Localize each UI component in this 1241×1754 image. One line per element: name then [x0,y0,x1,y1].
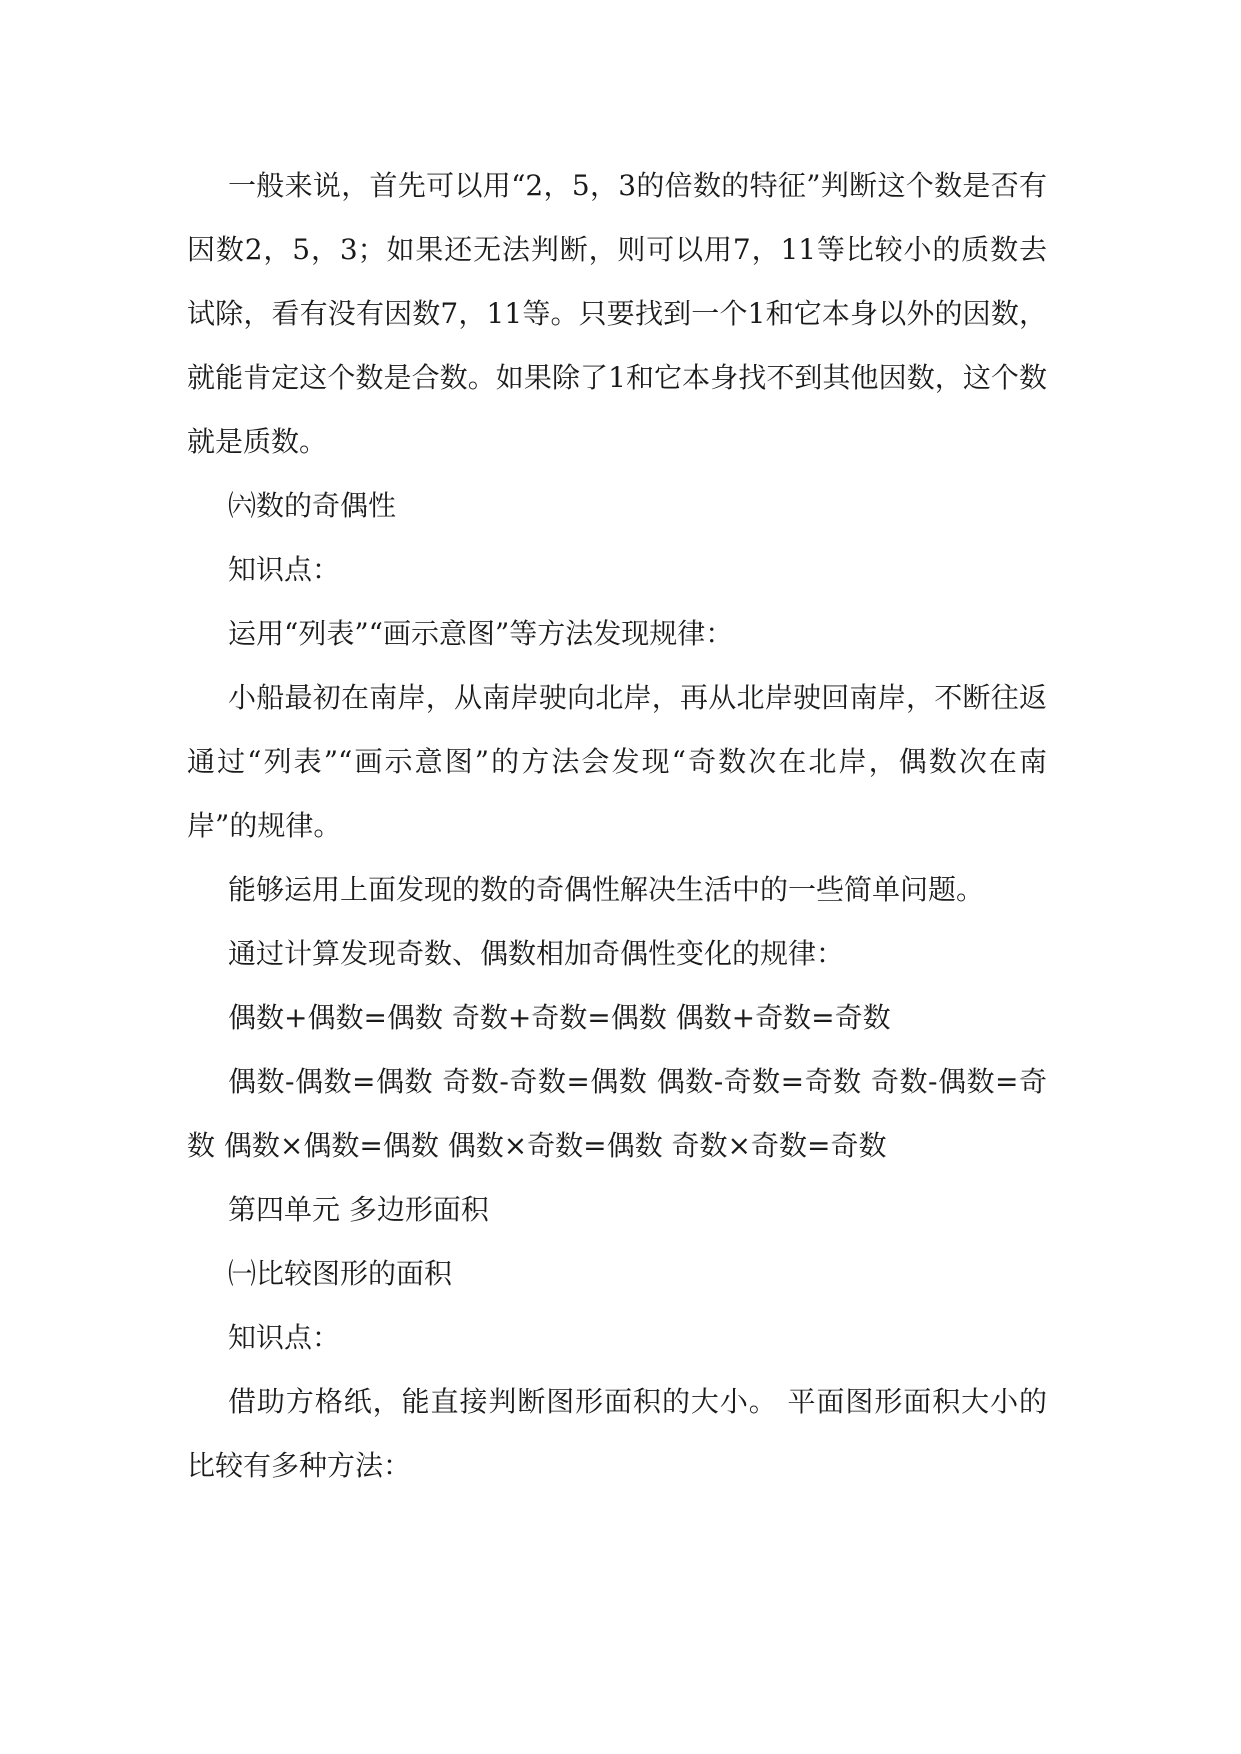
paragraph-boat-example: 小船最初在南岸，从南岸驶向北岸，再从北岸驶回南岸，不断往返通过“列表”“画示意图”的方法会发现“奇数次在北岸，偶数次在南岸”的规律。 [187,681,1047,842]
parity-addition-rules: 偶数+偶数=偶数 奇数+奇数=偶数 偶数+奇数=奇数 [228,1001,891,1034]
paragraph-methods: 运用“列表”“画示意图”等方法发现规律： [228,617,734,650]
parity-subtraction-multiplication-rules: 偶数-偶数=偶数 奇数-奇数=偶数 偶数-奇数=奇数 奇数-偶数=奇数 偶数×偶数=偶数 偶数×奇数=偶数 奇数×奇数=奇数 [187,1065,1047,1162]
section-heading-parity: ㈥数的奇偶性 [228,489,397,522]
paragraph-grid-paper: 借助方格纸，能直接判断图形面积的大小。 平面图形面积大小的比较有多种方法： [187,1385,1047,1482]
knowledge-label: 知识点： [228,553,341,586]
paragraph-prime-test: 一般来说，首先可以用“2，5，3的倍数的特征”判断这个数是否有因数2，5，3；如果还无法判断，则可以用7，11等比较小的质数去试除，看有没有因数7，11等。只要找到一个1和它本身以外的因数，就能肯定这个数是合数。如果除了1和它本身找不到其他因数，这个数就是质数。 [187,169,1047,458]
paragraph-apply-parity: 能够运用上面发现的数的奇偶性解决生活中的一些简单问题。 [228,873,985,906]
knowledge-label-2: 知识点： [228,1321,341,1354]
section-heading-compare-area: ㈠比较图形的面积 [228,1257,453,1290]
paragraph-parity-rule-intro: 通过计算发现奇数、偶数相加奇偶性变化的规律： [228,937,845,970]
document-body [187,154,1047,1498]
unit-heading-polygon-area: 第四单元 多边形面积 [228,1193,489,1226]
